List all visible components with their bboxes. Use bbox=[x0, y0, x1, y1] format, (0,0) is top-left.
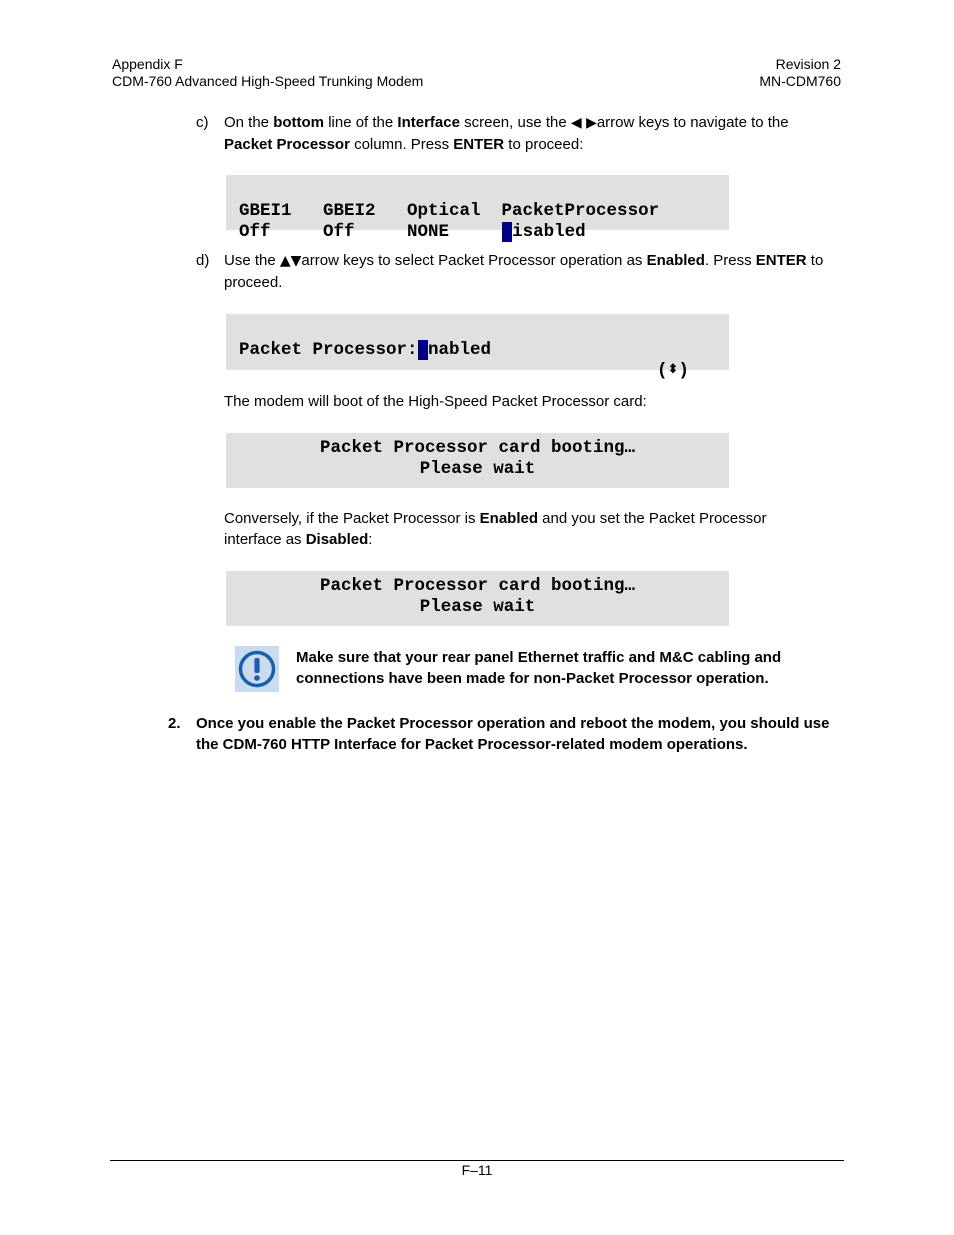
lcd-booting-screen-2 bbox=[226, 571, 729, 626]
left-right-arrows-icon: ◀ ▶ bbox=[570, 115, 597, 131]
text-run: to proceed. bbox=[224, 252, 824, 291]
text-bold: Packet Processor bbox=[224, 136, 350, 153]
lcd-interface-screen bbox=[226, 175, 729, 242]
important-note-icon bbox=[235, 646, 279, 692]
header-right bbox=[759, 56, 841, 90]
text-run: Use the bbox=[224, 252, 280, 269]
header-revision: Revision 2 bbox=[775, 56, 841, 72]
header-doc-number: MN-CDM760 bbox=[759, 73, 841, 89]
text-run: arrow keys to select Packet Processor operation as bbox=[301, 252, 647, 269]
lcd1-row2-prefix: Off Off NONE bbox=[239, 222, 502, 242]
step-c-label: c) bbox=[196, 114, 209, 131]
item-2-text: Once you enable the Packet Processor operation and reboot the modem, you should use the CDM-760 HTTP Interface for Packet Processor-related modem operations. bbox=[196, 715, 830, 753]
text-run: : bbox=[368, 531, 373, 548]
lcd2-prefix: Packet Processor: bbox=[239, 340, 418, 360]
lcd1-row1: GBEI1 GBEI2 Optical PacketProcessor bbox=[239, 201, 660, 221]
lcd4-row1: Packet Processor card booting… bbox=[319, 576, 636, 596]
conversely-paragraph bbox=[224, 508, 814, 550]
text-bold: Interface bbox=[397, 114, 460, 131]
up-down-caret-icon: ⬍ bbox=[667, 362, 679, 377]
lcd3-row2: Please wait bbox=[419, 459, 536, 479]
step-d bbox=[196, 250, 826, 293]
lcd-packet-processor-screen bbox=[226, 314, 729, 381]
text-run: screen, use the bbox=[459, 114, 571, 131]
lcd2-hint-open: ( bbox=[657, 361, 668, 381]
header-appendix: Appendix F bbox=[112, 56, 183, 72]
text-run: arrow keys to navigate to the bbox=[596, 114, 789, 131]
text-bold: ENTER bbox=[755, 252, 807, 269]
lcd-booting-screen bbox=[226, 433, 729, 488]
lcd1-cursor: D bbox=[501, 222, 513, 242]
step-c bbox=[196, 112, 826, 155]
text-bold: Enabled bbox=[479, 510, 539, 527]
text-bold: bottom bbox=[273, 114, 325, 131]
item-2 bbox=[168, 713, 838, 755]
text-run: On the bbox=[224, 114, 274, 131]
boot-paragraph: The modem will boot of the High-Speed Packet Processor card: bbox=[224, 393, 647, 410]
text-run: and you set the Packet Processor interface as bbox=[224, 510, 767, 548]
text-run: Conversely, if the Packet Processor is bbox=[224, 510, 480, 527]
text-run: . Press bbox=[704, 252, 756, 269]
header-product: CDM-760 Advanced High-Speed Trunking Modem bbox=[112, 73, 424, 89]
text-bold: Disabled bbox=[305, 531, 369, 548]
step-d-text bbox=[224, 250, 826, 293]
header-left bbox=[112, 56, 423, 90]
footer-divider bbox=[110, 1160, 844, 1161]
up-down-arrows-icon: ▲▼ bbox=[279, 253, 302, 269]
item-2-label: 2. bbox=[168, 715, 181, 732]
text-run: column. Press bbox=[349, 136, 454, 153]
text-bold: ENTER bbox=[453, 136, 505, 153]
lcd2-hint-close: ) bbox=[678, 361, 689, 381]
note-text: Make sure that your rear panel Ethernet traffic and M&C cabling and connections have been made for non-Packet Processor operation. bbox=[296, 649, 782, 687]
text-bold: Enabled bbox=[646, 252, 705, 269]
page-number: F–11 bbox=[461, 1162, 493, 1178]
lcd2-rest: nabled bbox=[428, 340, 492, 360]
lcd1-row2-rest: isabled bbox=[512, 222, 586, 242]
lcd3-row1: Packet Processor card booting… bbox=[319, 438, 636, 458]
step-c-text bbox=[224, 112, 826, 155]
step-d-label: d) bbox=[196, 252, 210, 269]
lcd2-cursor: E bbox=[417, 340, 429, 360]
text-run: line of the bbox=[324, 114, 398, 131]
text-run: to proceed: bbox=[504, 136, 584, 153]
lcd4-row2: Please wait bbox=[419, 597, 536, 617]
